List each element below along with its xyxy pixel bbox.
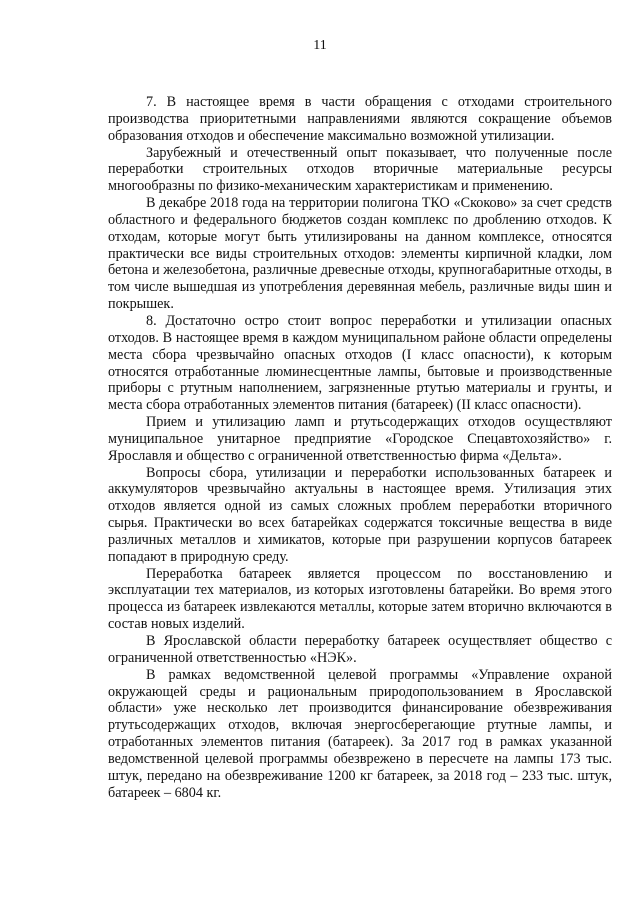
paragraph-skokovo-crushing-complex: В декабре 2018 года на территории полигона ТКО «Скоково» за счет средств областного и федерального бюджетов создан комплекс по дроблению отходов. К отходам, которые могут быть утилизированы на данном комплексе, относятся практически все виды строительных отходов: элементы кирпичной кладки, лом бетона и железобетона, различные древесные отходы, крупногабаритные отходы, в том числе вышедшая из употребления деревянная мебель, различные виды шин и покрышек. — [108, 195, 612, 313]
paragraph-battery-collection: Вопросы сбора, утилизации и переработки использованных батареек и аккумуляторов чрезвычайно актуальны в настоящее время. Утилизация этих отходов является одной из самых сложных проблем переработки вторичного сырья. Практически во всех батарейках содержатся токсичные вещества в виде различных металлов и химикатов, которые при разрушении корпусов батареек попадают в природную среду. — [108, 464, 612, 565]
paragraph-battery-recycling-process: Переработка батареек является процессом по восстановлению и эксплуатации тех материалов, из которых изготовлены батарейки. Во время этого процесса из батареек извлекаются металлы, которые затем вторично включаются в состав новых изделий. — [108, 565, 612, 633]
paragraph-program-financing: В рамках ведомственной целевой программы «Управление охраной окружающей среды и рациональным природопользованием в Ярославской области» уже несколько лет производится финансирование обезвреживания ртутьсодержащих отходов, включая энергосберегающие ртутные лампы, и отработанных элементов питания (батареек). За 2017 год в рамках указанной ведомственной целевой программы обезврежено в пересчете на лампы 173 тыс. штук, передано на обезвреживание 1200 кг батареек, за 2018 год – 233 тыс. штук, батареек – 6804 кг. — [108, 666, 612, 801]
paragraph-hazardous-waste: 8. Достаточно остро стоит вопрос переработки и утилизации опасных отходов. В настоящее время в каждом муниципальном районе области определены места сбора чрезвычайно опасных отходов (I класс опасности), к которым относятся отработанные люминесцентные лампы, бытовые и производственные приборы с ртутным наполнением, загрязненные ртутью материалы и грунты, и места сбора отработанных элементов питания (батареек) (II класс опасности). — [108, 312, 612, 414]
paragraph-construction-waste-priorities: 7. В настоящее время в части обращения с отходами строительного производства приоритетными направлениями являются сокращение объемов образования отходов и обеспечение максимально возможной утилизации. — [108, 94, 612, 144]
paragraph-lamp-disposal-operators: Прием и утилизацию ламп и ртутьсодержащих отходов осуществляют муниципальное унитарное предприятие «Городское Спецавтохозяйство» г. Ярославля и общество с ограниченной ответственностью фирма «Дельта». — [108, 414, 612, 464]
document-body — [108, 94, 612, 801]
page-number: 11 — [313, 38, 327, 53]
paragraph-nek-operator: В Ярославской области переработку батареек осуществляет общество с ограниченной ответственностью «НЭК». — [108, 633, 612, 666]
paragraph-recycling-experience: Зарубежный и отечественный опыт показывает, что полученные после переработки строительных отходов вторичные материальные ресурсы многообразны по физико-механическим характеристикам и применению. — [108, 144, 612, 195]
